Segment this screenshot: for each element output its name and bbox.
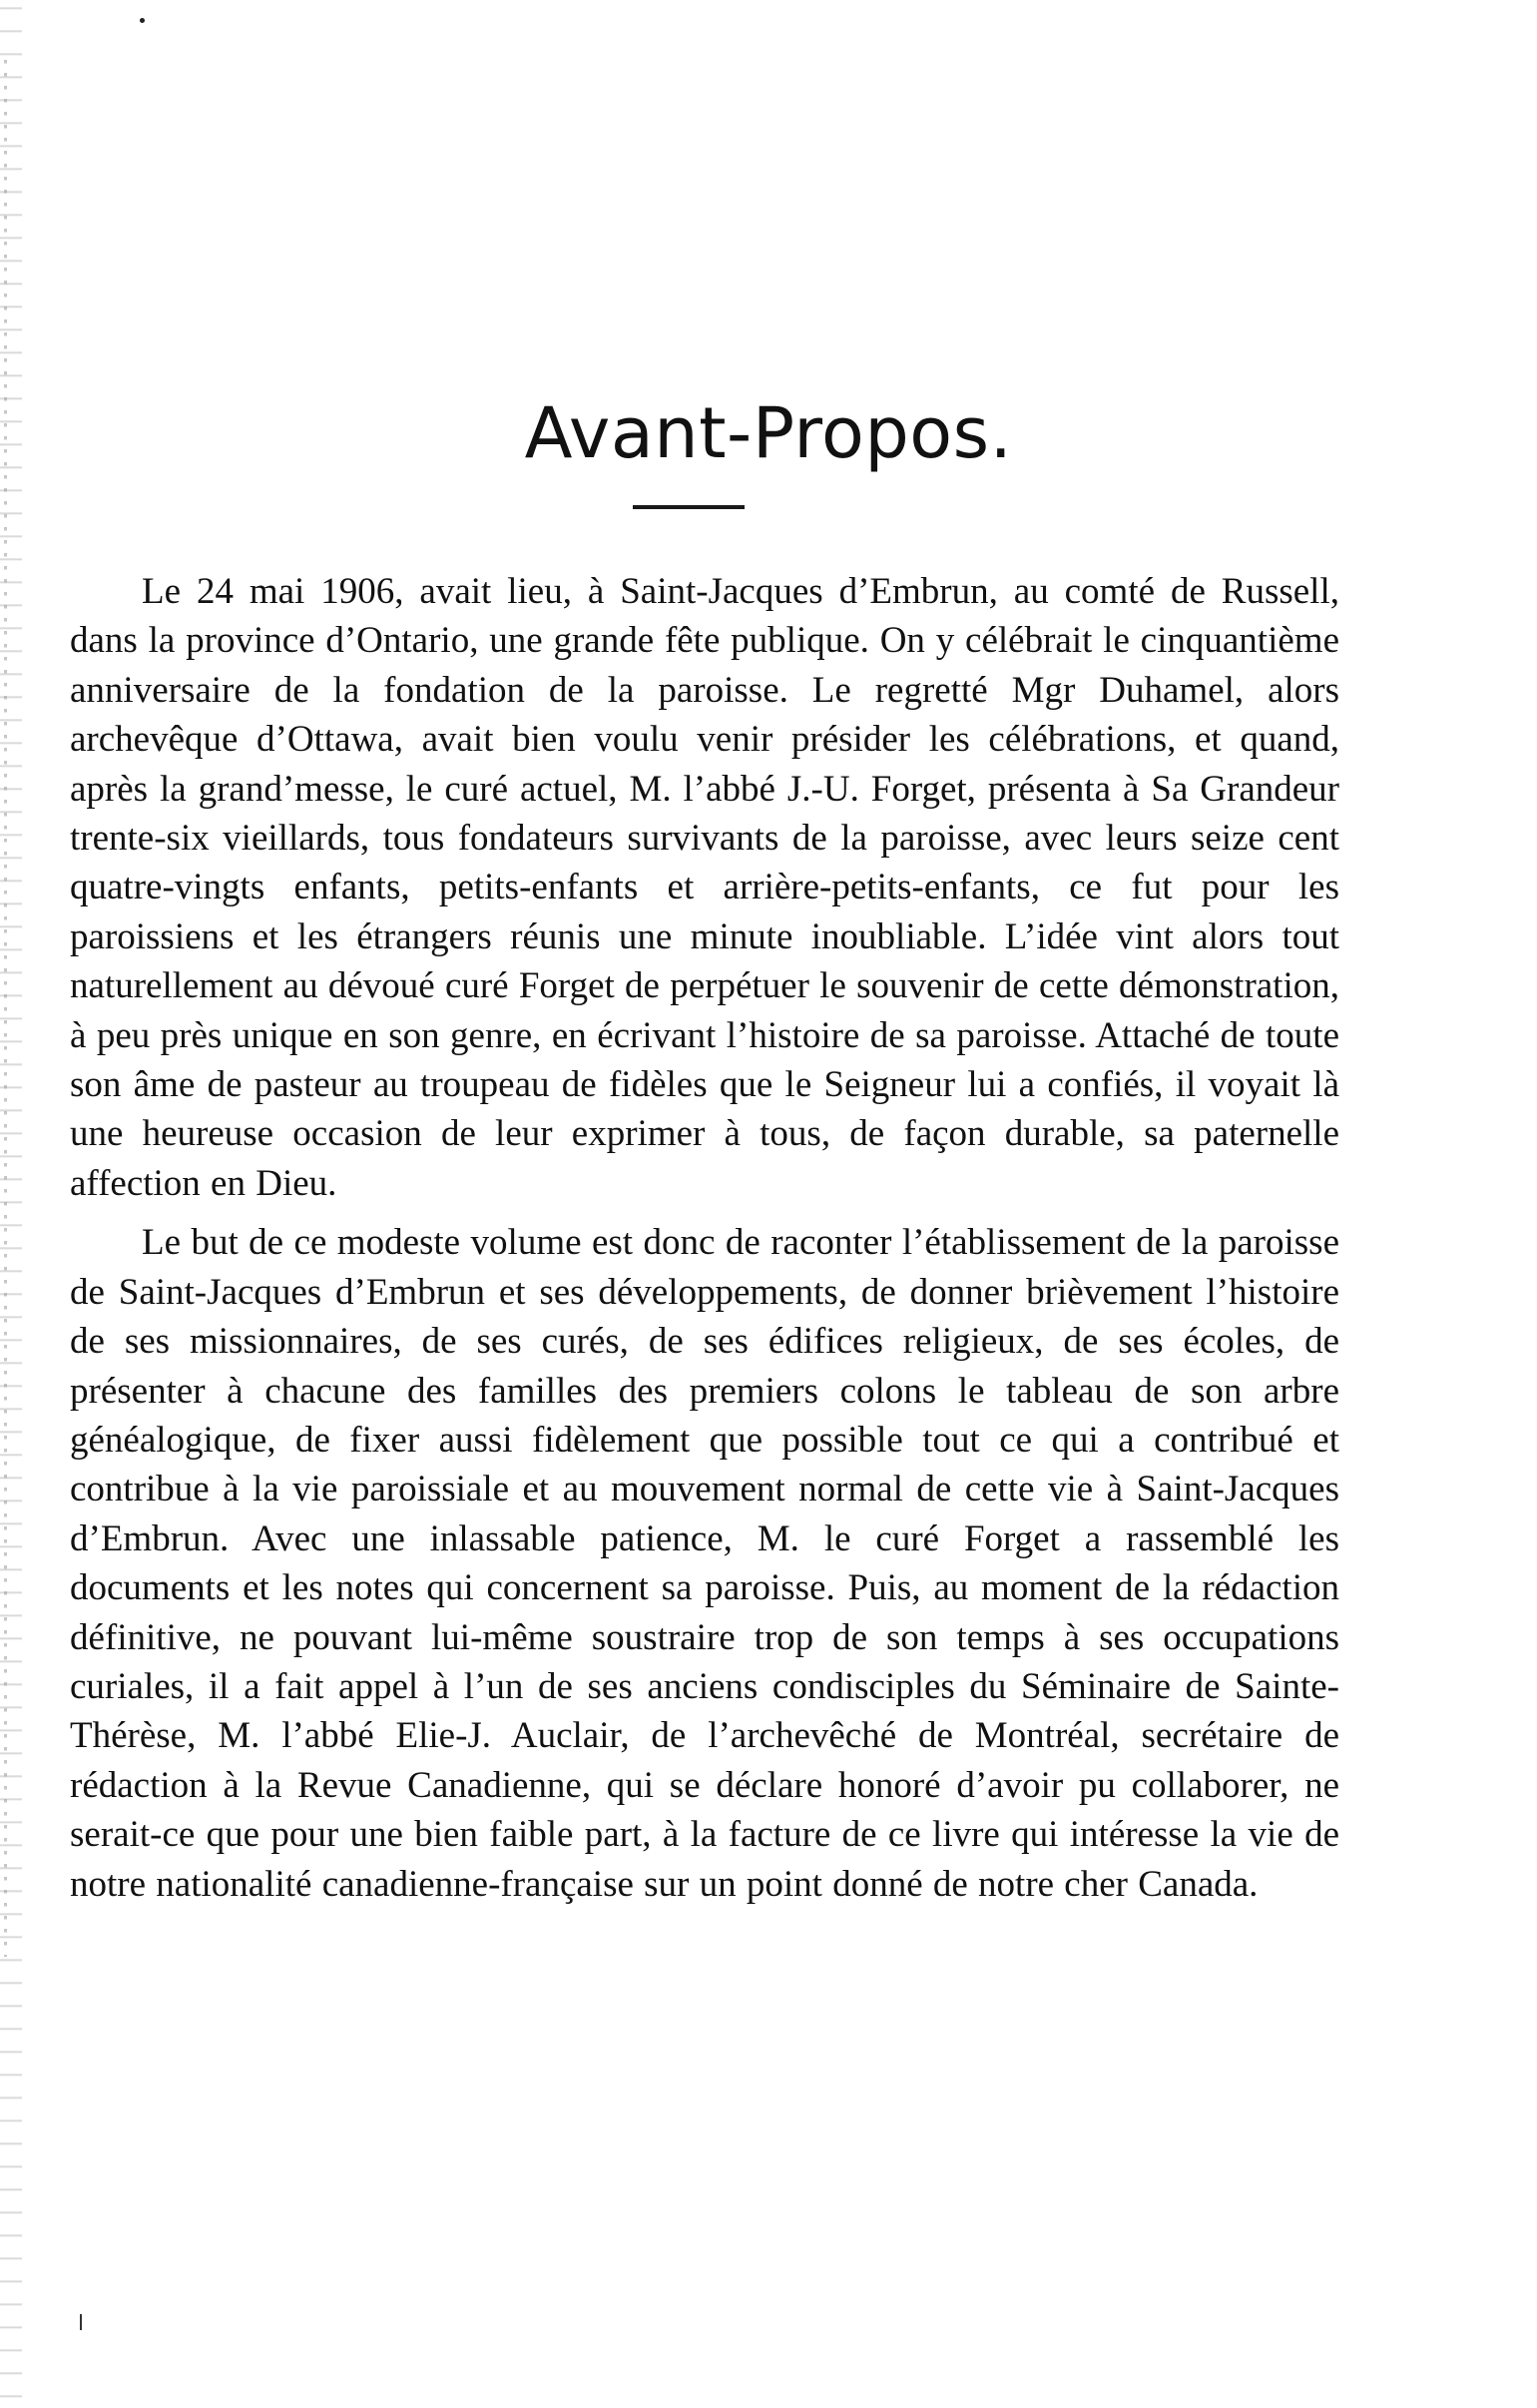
scanned-margin-edge <box>0 0 22 2408</box>
paragraph-2: Le but de ce modeste volume est donc de raconter l’établissement de la paroisse de Saint-Jacques d’Embrun et ses développements, de donner brièvement l’histoire de ses missionnaires, de ses curés, de ses édifices religieux, de ses écoles, de présenter à chacune des familles des premiers colons le tableau de son arbre généalogique, de fixer aussi fidèlement que possible tout ce qui a contribué et contribue à la vie paroissiale et au mouvement normal de cette vie à Saint-Jacques d’Embrun. Avec une inlassable patience, M. le curé Forget a rassemblé les documents et les notes qui concernent sa paroisse. Puis, au moment de la rédaction définitive, ne pouvant lui-même soustraire trop de son temps à ses occupations curiales, il a fait appel à l’un de ses anciens condisciples du Séminaire de Sainte-Thérèse, M. l’abbé Elie-J. Auclair, de l’archevêché de Montréal, secrétaire de rédaction à la Revue Canadienne, qui se déclare honoré d’avoir pu collaborer, ne serait-ce que pour une bien faible part, à la facture de ce livre qui intéresse la vie de notre nationalité canadienne-française sur un point donné de notre cher Canada. <box>70 1222 1339 1905</box>
page-title: Avant-Propos. <box>524 391 1013 474</box>
title-divider <box>633 505 745 509</box>
stray-dot <box>140 18 145 23</box>
stray-mark <box>80 2314 82 2330</box>
foreword-text <box>70 567 1339 1919</box>
paragraph-1: Le 24 mai 1906, avait lieu, à Saint-Jacques d’Embrun, au comté de Russell, dans la province d’Ontario, une grande fête publique. On y célébrait le cinquantième anniversaire de la fondation de la paroisse. Le regretté Mgr Duhamel, alors archevêque d’Ottawa, avait bien voulu venir présider les célébrations, et quand, après la grand’messe, le curé actuel, M. l’abbé J.-U. Forget, présenta à Sa Grandeur trente-six vieillards, tous fondateurs survivants de la paroisse, avec leurs seize cent quatre-vingts enfants, petits-enfants et arrière-petits-enfants, ce fut pour les paroissiens et les étrangers réunis une minute inoubliable. L’idée vint alors tout naturellement au dévoué curé Forget de perpétuer le souvenir de cette démonstration, à peu près unique en son genre, en écrivant l’histoire de sa paroisse. Attaché de toute son âme de pasteur au troupeau de fidèles que le Seigneur lui a confiés, il voyait là une heureuse occasion de leur exprimer à tous, de façon durable, sa paternelle affection en Dieu. <box>70 571 1339 1204</box>
